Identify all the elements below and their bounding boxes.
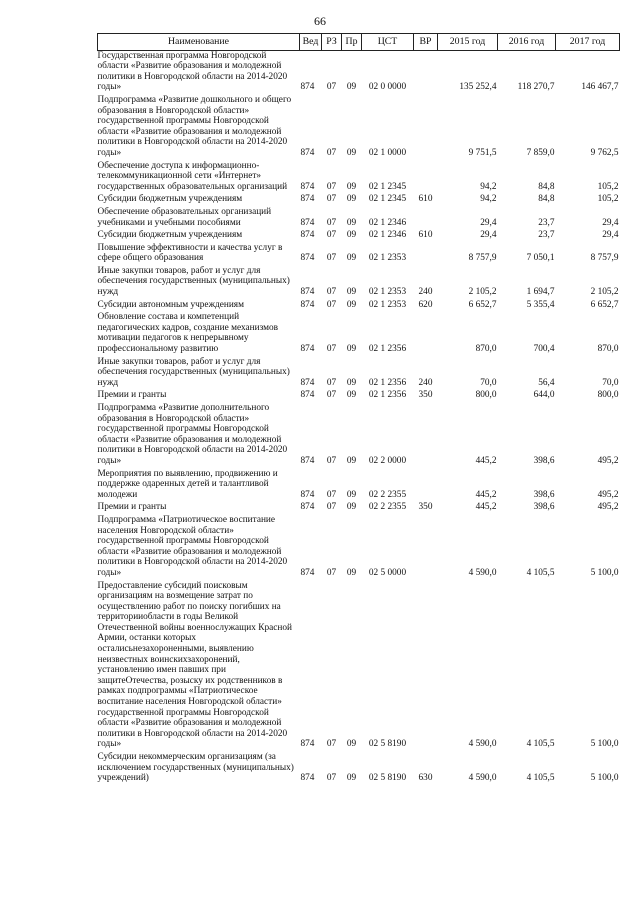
row-cst-cell: 02 5 8190 [368, 739, 407, 750]
row-ved-cell: 874 [300, 147, 315, 158]
row-cst-cell: 02 1 2345 [368, 181, 407, 192]
row-rz-cell: 07 [326, 739, 337, 750]
row-ved-cell: 874 [300, 82, 315, 93]
table-row [98, 515, 620, 581]
row-ved-cell: 874 [300, 299, 315, 310]
row-2017-cell: 495,2 [597, 502, 619, 513]
row-ved-cell: 874 [300, 253, 315, 264]
row-2015-cell: 2 105,2 [468, 287, 497, 298]
row-2015-cell: 8 757,9 [468, 253, 497, 264]
row-2015-cell: 445,2 [475, 489, 497, 500]
header-2015: 2015 год [438, 34, 498, 51]
table-row [98, 403, 620, 469]
row-2015-cell: 9 751,5 [468, 147, 497, 158]
table-row [98, 752, 620, 786]
row-2017-cell: 105,2 [597, 194, 619, 205]
row-2015-cell: 445,2 [475, 502, 497, 513]
row-2016-cell: 398,6 [533, 455, 555, 466]
row-ved-cell: 874 [300, 739, 315, 750]
header-pr: Пр [342, 34, 362, 51]
row-2017-cell: 8 757,9 [590, 253, 619, 264]
row-cst-cell: 02 1 0000 [368, 147, 407, 158]
row-pr-cell: 09 [346, 489, 357, 500]
row-rz-cell: 07 [326, 147, 337, 158]
row-2015-cell: 70,0 [480, 377, 497, 388]
page-number: 66 [314, 14, 326, 28]
row-name-cell: Субсидии бюджетным учреждениям [97, 194, 243, 205]
row-2016-cell: 700,4 [533, 344, 555, 355]
row-name-cell: Государственная программа Новгородской области «Развитие образования и молодежной политики в Новгородской области на 2014-2020 годы» [97, 50, 288, 93]
row-name-cell: Предоставление субсидий поисковым организациям на возмещение затрат по осуществлению работ по поиску погибших на территорииобласти в годы Великой Отечественной войны военнослужащих Красной Армии, останки которых осталисьнезахороненными, выявлению неизвестных воинскихзахоронений, установлению имен павших при защитеОтечества, розыску их родственников в рамках подпрограммы «Патриотическое воспитание населения Новгородской области» государственной программы Новгородской области «Развитие образования и молодежной политики в Новгородской области на 2014-2020 годы» [97, 580, 292, 750]
row-rz-cell: 07 [326, 82, 337, 93]
row-2016-cell: 4 105,5 [526, 773, 555, 784]
table-row [98, 312, 620, 356]
table-row [98, 95, 620, 161]
row-ved-cell: 874 [300, 230, 315, 241]
row-cst-cell: 02 1 2346 [368, 230, 407, 241]
row-vr-cell [414, 50, 438, 95]
row-name-cell: Обеспечение доступа к информационно-телекоммуникационной сети «Интернет» государственных образовательных организаций [97, 160, 288, 192]
row-ved-cell: 874 [300, 455, 315, 466]
row-rz-cell: 07 [326, 455, 337, 466]
row-2015-cell: 4 590,0 [468, 567, 497, 578]
row-rz-cell: 07 [326, 489, 337, 500]
row-vr-cell: 630 [418, 773, 433, 784]
row-cst-cell: 02 5 0000 [368, 567, 407, 578]
row-ved-cell: 874 [300, 390, 315, 401]
row-vr-cell: 620 [418, 299, 433, 310]
row-2017-cell: 495,2 [597, 455, 619, 466]
row-2016-cell: 1 694,7 [526, 287, 555, 298]
row-2017-cell: 800,0 [597, 390, 619, 401]
budget-table [97, 33, 620, 786]
row-cst-cell: 02 1 2346 [368, 217, 407, 228]
row-ved-cell: 874 [300, 287, 315, 298]
row-pr-cell: 09 [346, 377, 357, 388]
row-cst-cell: 02 1 2353 [368, 299, 407, 310]
row-rz-cell: 07 [326, 253, 337, 264]
row-cst-cell: 02 2 2355 [368, 489, 407, 500]
row-2016-cell: 118 270,7 [517, 82, 555, 93]
row-name-cell: Подпрограмма «Развитие дошкольного и общего образования в Новгородской области» государственной программы Новгородской области «Развитие образования и молодежной политики в Новгородской области на 2014-2020 годы» [97, 94, 292, 158]
row-cst-cell: 02 5 8190 [368, 773, 407, 784]
row-2017-cell: 6 652,7 [590, 299, 619, 310]
table-row [98, 581, 620, 753]
row-vr-cell: 610 [418, 194, 433, 205]
row-name-cell: Подпрограмма «Развитие дополнительного образования в Новгородской области» государственной программы Новгородской области «Развитие образования и молодежной политики в Новгородской области на 2014-2020 годы» [97, 403, 288, 466]
row-cst-cell: 02 1 2353 [368, 253, 407, 264]
row-cst-cell: 02 1 2356 [368, 390, 407, 401]
table-row [98, 390, 620, 403]
row-ved-cell: 874 [300, 217, 315, 228]
row-vr-cell [414, 312, 438, 356]
row-2017-cell: 2 105,2 [590, 287, 619, 298]
row-ved-cell: 874 [300, 567, 315, 578]
row-pr-cell: 09 [346, 567, 357, 578]
header-vr: ВР [414, 34, 438, 51]
row-vr-cell [414, 95, 438, 161]
row-pr-cell: 09 [346, 253, 357, 264]
row-vr-cell: 610 [418, 230, 433, 241]
row-rz-cell: 07 [326, 230, 337, 241]
table-header-row [98, 34, 620, 51]
row-name-cell: Субсидии некоммерческим организациям (за исключением государственных (муниципальных) учреждений) [97, 752, 294, 784]
row-pr-cell: 09 [346, 299, 357, 310]
row-name-cell: Подпрограмма «Патриотическое воспитание населения Новгородской области» государственной программы Новгородской области «Развитие образования и молодежной политики в Новгородской области на 2014-2020 годы» [97, 514, 288, 578]
table-row [98, 50, 620, 95]
row-cst-cell: 02 0 0000 [368, 82, 407, 93]
row-2016-cell: 4 105,5 [526, 567, 555, 578]
row-2015-cell: 94,2 [480, 181, 497, 192]
row-name-cell: Иные закупки товаров, работ и услуг для обеспечения государственных (муниципальных) нужд [97, 265, 290, 298]
row-pr-cell: 09 [346, 194, 357, 205]
header-ved: Вед [300, 34, 322, 51]
row-2017-cell: 5 100,0 [590, 773, 619, 784]
row-pr-cell: 09 [346, 739, 357, 750]
table-row [98, 502, 620, 515]
table-row [98, 469, 620, 503]
row-name-cell: Субсидии автономным учреждениям [97, 299, 244, 310]
row-pr-cell: 09 [346, 287, 357, 298]
row-2017-cell: 9 762,5 [590, 147, 619, 158]
row-cst-cell: 02 2 0000 [368, 455, 407, 466]
row-rz-cell: 07 [326, 377, 337, 388]
row-2015-cell: 29,4 [480, 217, 497, 228]
table-row [98, 207, 620, 230]
row-2017-cell: 29,4 [602, 217, 619, 228]
row-vr-cell [414, 469, 438, 503]
row-cst-cell: 02 2 2355 [368, 502, 407, 513]
row-2016-cell: 398,6 [533, 489, 555, 500]
row-ved-cell: 874 [300, 489, 315, 500]
row-2015-cell: 4 590,0 [468, 773, 497, 784]
header-cst: ЦСТ [362, 34, 414, 51]
table-row [98, 161, 620, 195]
row-2017-cell: 870,0 [597, 344, 619, 355]
row-2015-cell: 800,0 [475, 390, 497, 401]
row-cst-cell: 02 1 2353 [368, 287, 407, 298]
row-2016-cell: 56,4 [538, 377, 555, 388]
row-name-cell: Субсидии бюджетным учреждениям [97, 230, 243, 241]
row-2017-cell: 70,0 [602, 377, 619, 388]
row-vr-cell [414, 161, 438, 195]
row-vr-cell: 240 [418, 377, 433, 388]
row-rz-cell: 07 [326, 567, 337, 578]
row-2016-cell: 7 859,0 [526, 147, 555, 158]
row-name-cell: Повышение эффективности и качества услуг в сфере общего образования [97, 242, 283, 264]
row-2015-cell: 94,2 [480, 194, 497, 205]
row-rz-cell: 07 [326, 773, 337, 784]
row-pr-cell: 09 [346, 147, 357, 158]
row-2016-cell: 23,7 [538, 230, 555, 241]
row-rz-cell: 07 [326, 344, 337, 355]
row-cst-cell: 02 1 2345 [368, 194, 407, 205]
row-ved-cell: 874 [300, 344, 315, 355]
row-2017-cell: 5 100,0 [590, 567, 619, 578]
row-vr-cell [414, 581, 438, 753]
row-rz-cell: 07 [326, 299, 337, 310]
row-2016-cell: 644,0 [533, 390, 555, 401]
row-rz-cell: 07 [326, 217, 337, 228]
row-2016-cell: 5 355,4 [526, 299, 555, 310]
row-pr-cell: 09 [346, 773, 357, 784]
table-row [98, 266, 620, 300]
row-2017-cell: 29,4 [602, 230, 619, 241]
row-rz-cell: 07 [326, 181, 337, 192]
row-2015-cell: 4 590,0 [468, 739, 497, 750]
row-pr-cell: 09 [346, 230, 357, 241]
row-pr-cell: 09 [346, 344, 357, 355]
row-vr-cell: 240 [418, 287, 433, 298]
row-vr-cell [414, 403, 438, 469]
row-2016-cell: 84,8 [538, 194, 555, 205]
row-2016-cell: 23,7 [538, 217, 555, 228]
table-row [98, 230, 620, 243]
header-2016: 2016 год [498, 34, 556, 51]
row-rz-cell: 07 [326, 502, 337, 513]
row-cst-cell: 02 1 2356 [368, 377, 407, 388]
table-body [98, 50, 620, 786]
row-vr-cell [414, 515, 438, 581]
row-name-cell: Мероприятия по выявлению, продвижению и поддержке одаренных детей и талантливой молодежи [97, 468, 278, 500]
row-pr-cell: 09 [346, 455, 357, 466]
row-vr-cell: 350 [418, 390, 433, 401]
row-pr-cell: 09 [346, 502, 357, 513]
row-2015-cell: 445,2 [475, 455, 497, 466]
row-vr-cell [414, 243, 438, 266]
row-pr-cell: 09 [346, 181, 357, 192]
row-2017-cell: 146 467,7 [581, 82, 619, 93]
row-pr-cell: 09 [346, 217, 357, 228]
row-2016-cell: 7 050,1 [526, 253, 555, 264]
table-row [98, 243, 620, 266]
header-name: Наименование [98, 34, 300, 51]
row-name-cell: Иные закупки товаров, работ и услуг для обеспечения государственных (муниципальных) нужд [97, 356, 290, 388]
row-2015-cell: 135 252,4 [459, 82, 497, 93]
row-cst-cell: 02 1 2356 [368, 344, 407, 355]
row-2017-cell: 495,2 [597, 489, 619, 500]
row-ved-cell: 874 [300, 502, 315, 513]
row-2016-cell: 398,6 [533, 502, 555, 513]
row-2015-cell: 29,4 [480, 230, 497, 241]
row-ved-cell: 874 [300, 181, 315, 192]
row-2015-cell: 870,0 [475, 344, 497, 355]
row-name-cell: Премии и гранты [97, 502, 167, 513]
row-rz-cell: 07 [326, 194, 337, 205]
row-rz-cell: 07 [326, 390, 337, 401]
row-2016-cell: 84,8 [538, 181, 555, 192]
header-rz: РЗ [322, 34, 342, 51]
row-vr-cell [414, 207, 438, 230]
header-2017: 2017 год [556, 34, 620, 51]
row-rz-cell: 07 [326, 287, 337, 298]
row-name-cell: Премии и гранты [97, 390, 167, 401]
row-2017-cell: 105,2 [597, 181, 619, 192]
table-row [98, 357, 620, 391]
row-ved-cell: 874 [300, 377, 315, 388]
row-2017-cell: 5 100,0 [590, 739, 619, 750]
table-row [98, 300, 620, 313]
row-name-cell: Обеспечение образовательных организаций учебниками и учебными пособиями [97, 206, 272, 228]
row-ved-cell: 874 [300, 194, 315, 205]
table-row [98, 194, 620, 207]
row-2016-cell: 4 105,5 [526, 739, 555, 750]
row-ved-cell: 874 [300, 773, 315, 784]
row-name-cell: Обновление состава и компетенций педагогических кадров, создание механизмов мотивации педагогов к непрерывному профессиональному развитию [97, 312, 279, 355]
row-pr-cell: 09 [346, 390, 357, 401]
row-2015-cell: 6 652,7 [468, 299, 497, 310]
row-pr-cell: 09 [346, 82, 357, 93]
row-vr-cell: 350 [418, 502, 433, 513]
